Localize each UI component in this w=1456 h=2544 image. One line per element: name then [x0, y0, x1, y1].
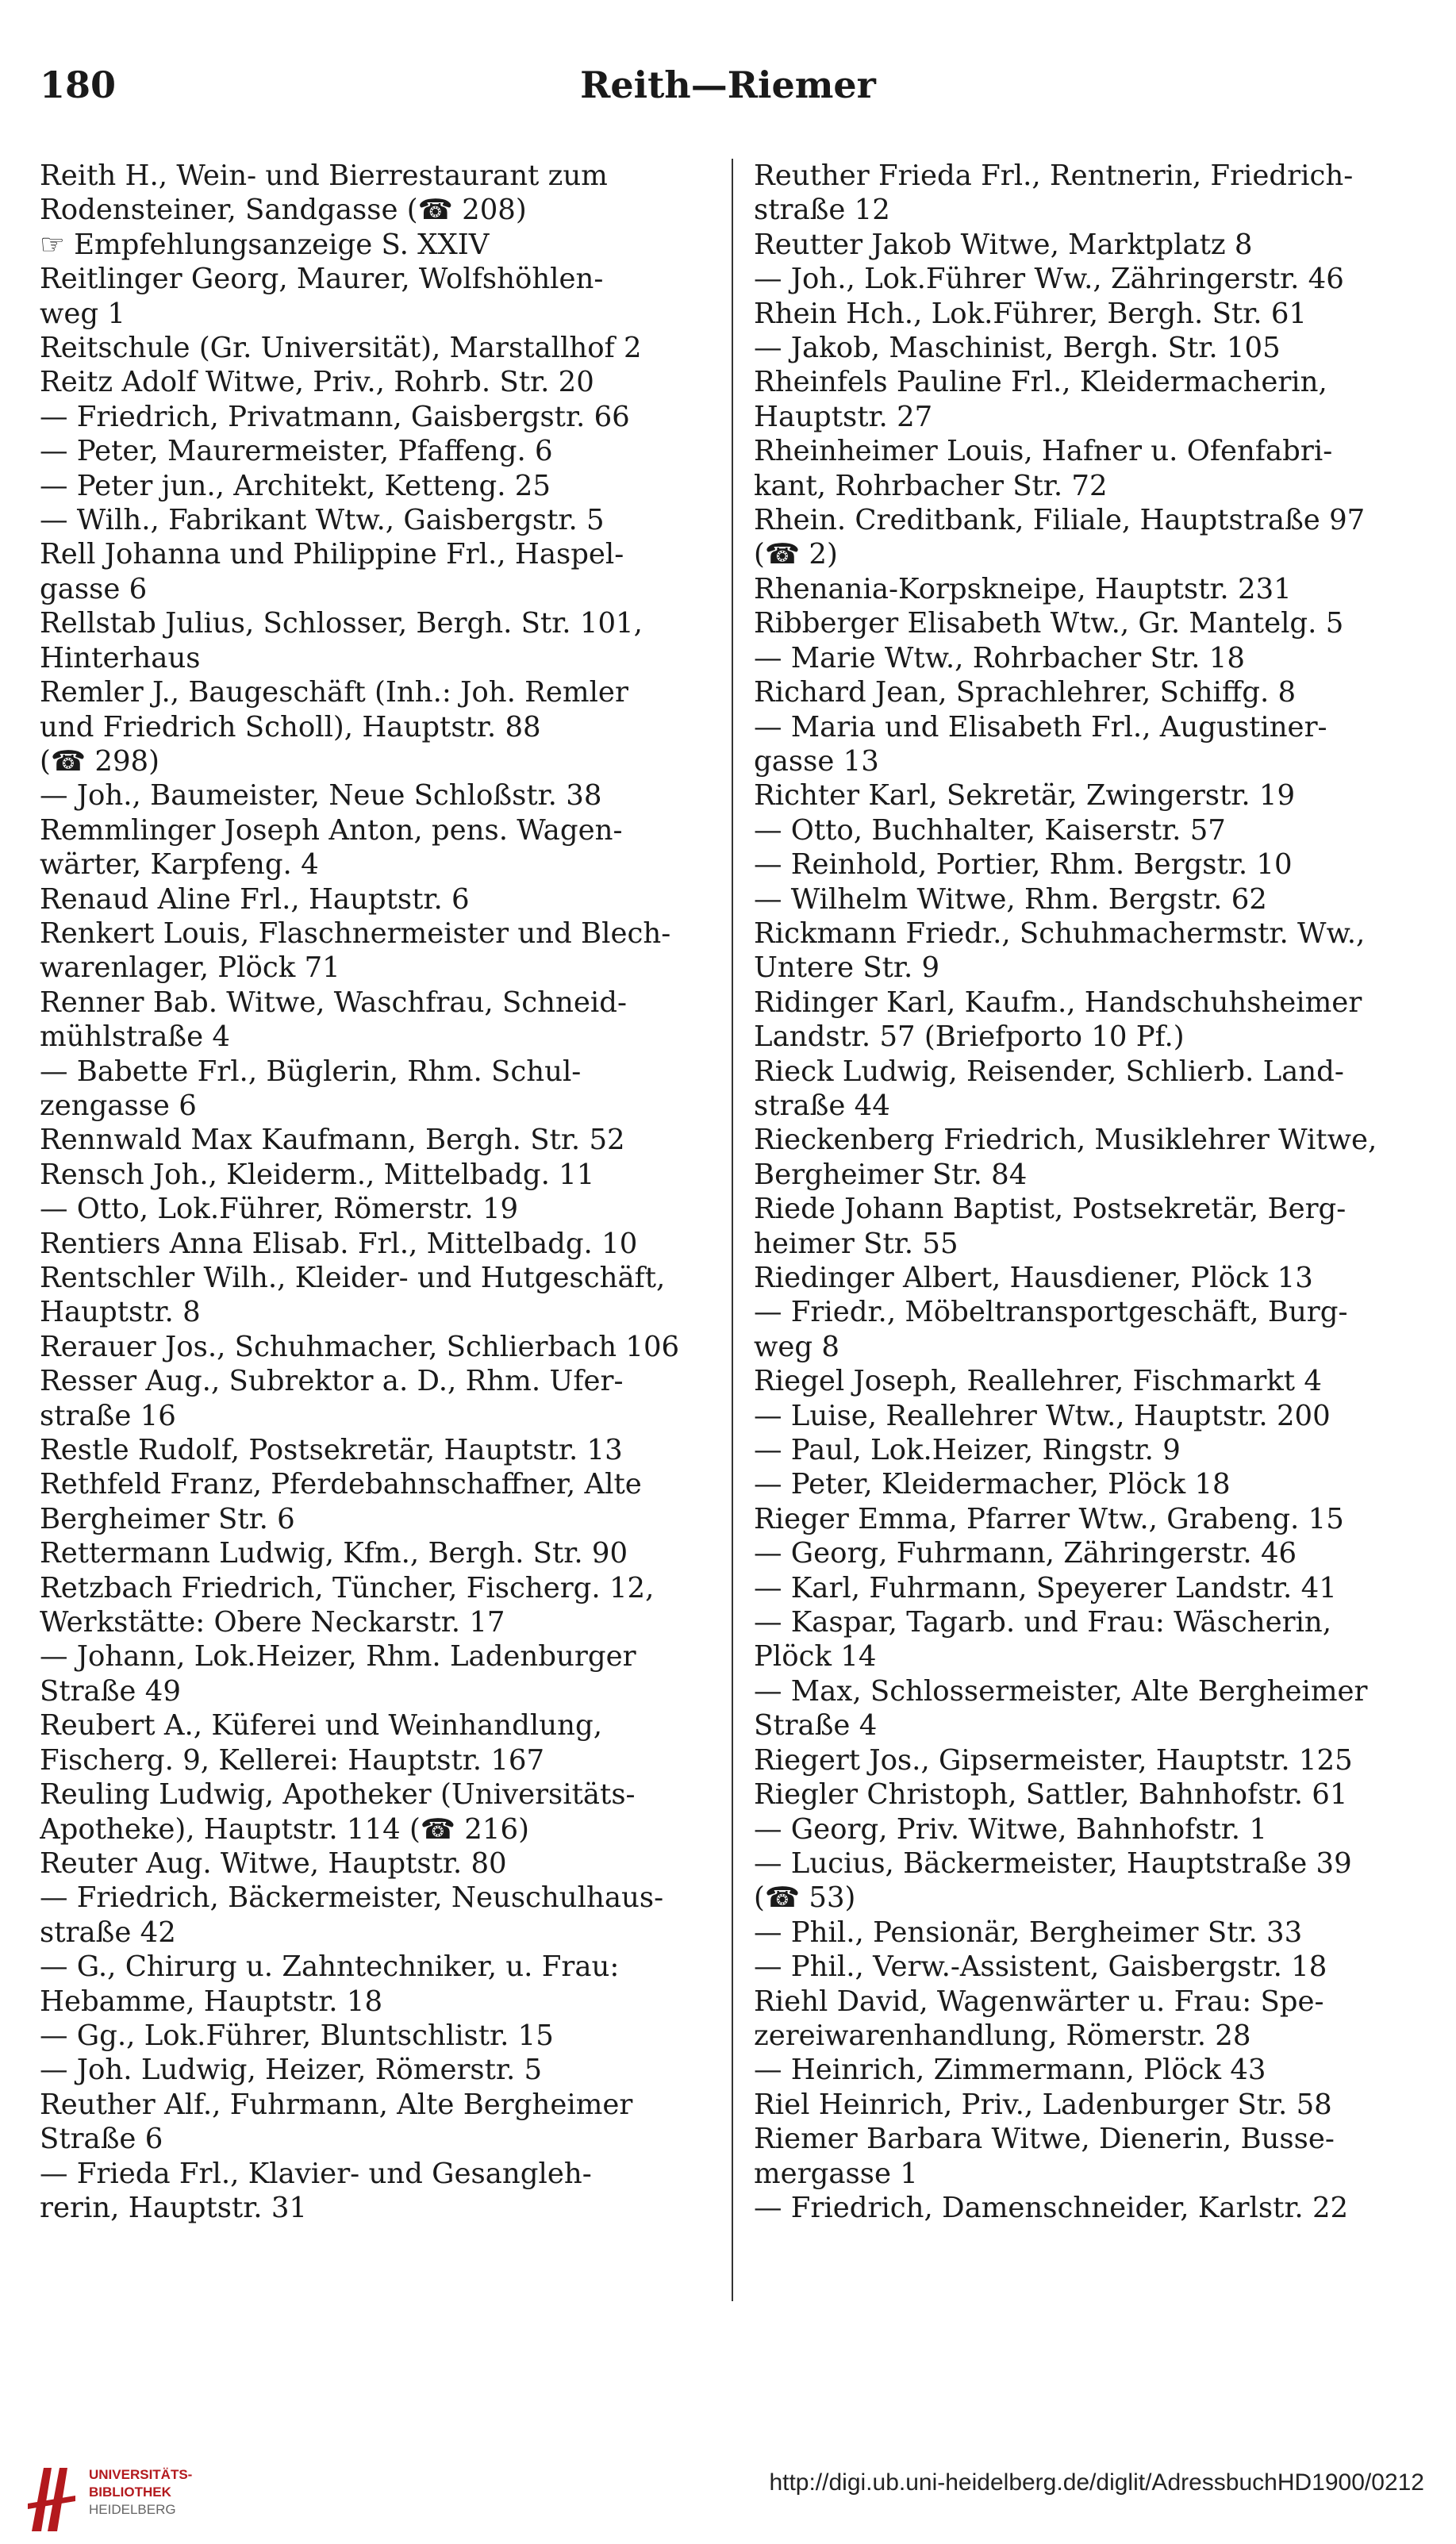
directory-entry: — Friedrich, Privatmann, Gaisbergstr. 66	[40, 400, 630, 433]
directory-entry: — Phil., Pensionär, Bergheimer Str. 33	[754, 1916, 1303, 1949]
directory-entry: Rhein. Creditbank, Filiale, Hauptstraße 97	[754, 504, 1366, 537]
directory-entry: Apotheke), Hauptstr. 114 (☎ 216)	[40, 1812, 529, 1846]
logo-line-2: BIBLIOTHEK	[89, 2484, 171, 2500]
directory-entry: Reith H., Wein- und Bierrestaurant zum	[40, 159, 608, 192]
directory-entry: Untere Str. 9	[754, 951, 940, 985]
directory-entry: Reitz Adolf Witwe, Priv., Rohrb. Str. 20	[40, 366, 594, 399]
directory-entry: Rieck Ludwig, Reisender, Schlierb. Land-	[754, 1055, 1344, 1088]
library-logo-text	[89, 2466, 192, 2519]
right-column	[754, 159, 1412, 2225]
directory-entry: ☞ Empfehlungsanzeige S. XXIV	[40, 228, 490, 261]
directory-entry: Rheinheimer Louis, Hafner u. Ofenfabri-	[754, 435, 1333, 468]
directory-entry: Reubert A., Küferei und Weinhandlung,	[40, 1709, 602, 1743]
directory-entry: Riegler Christoph, Sattler, Bahnhofstr. 61	[754, 1778, 1348, 1812]
directory-entry: Restle Rudolf, Postsekretär, Hauptstr. 13	[40, 1434, 623, 1467]
directory-entry: Hinterhaus	[40, 641, 201, 674]
directory-entry: wärter, Karpfeng. 4	[40, 848, 319, 882]
directory-entry: Straße 4	[754, 1709, 878, 1743]
directory-entry: Reitschule (Gr. Universität), Marstallhof 2	[40, 332, 642, 365]
directory-entry: — Friedrich, Bäckermeister, Neuschulhaus-	[40, 1881, 664, 1915]
directory-entry: Riedinger Albert, Hausdiener, Plöck 13	[754, 1262, 1313, 1294]
directory-entry: — Paul, Lok.Heizer, Ringstr. 9	[754, 1434, 1181, 1467]
directory-entry: Hebamme, Hauptstr. 18	[40, 1985, 383, 2018]
library-logo-icon	[24, 2460, 79, 2539]
directory-entry: Riehl David, Wagenwärter u. Frau: Spe-	[754, 1985, 1324, 2018]
directory-entry: — Friedrich, Damenschneider, Karlstr. 22	[754, 2191, 1349, 2224]
directory-entry: Riel Heinrich, Priv., Ladenburger Str. 58	[754, 2088, 1332, 2121]
directory-entry: — Maria und Elisabeth Frl., Augustiner-	[754, 710, 1327, 744]
directory-entry: weg 8	[754, 1330, 839, 1363]
directory-entry: Riegert Jos., Gipsermeister, Hauptstr. 125	[754, 1743, 1353, 1777]
directory-entry: — Peter, Maurermeister, Pfaffeng. 6	[40, 435, 553, 468]
directory-entry: — Kaspar, Tagarb. und Frau: Wäscherin,	[754, 1606, 1332, 1639]
directory-entry: Rethfeld Franz, Pferdebahnschaffner, Alte	[40, 1468, 642, 1501]
directory-entry: Rerauer Jos., Schuhmacher, Schlierbach 106	[40, 1330, 680, 1363]
column-divider	[732, 159, 733, 2301]
directory-entry: — Lucius, Bäckermeister, Hauptstraße 39	[754, 1847, 1352, 1880]
logo-line-1: UNIVERSITÄTS-	[89, 2467, 193, 2482]
directory-entry: — Joh. Ludwig, Heizer, Römerstr. 5	[40, 2054, 543, 2087]
directory-entry: mergasse 1	[754, 2157, 918, 2190]
directory-entry: Rickmann Friedr., Schuhmachermstr. Ww.,	[754, 917, 1366, 950]
directory-entry: — Joh., Lok.Führer Ww., Zähringerstr. 46	[754, 263, 1344, 296]
directory-entry: Riemer Barbara Witwe, Dienerin, Busse-	[754, 2123, 1335, 2156]
directory-entry: straße 42	[40, 1916, 176, 1949]
directory-entry: Plöck 14	[754, 1640, 877, 1674]
page-header	[40, 63, 1416, 119]
directory-entry: gasse 13	[754, 744, 879, 778]
directory-entry: zengasse 6	[40, 1089, 197, 1122]
directory-entry: straße 16	[40, 1399, 176, 1432]
footer	[0, 2428, 1456, 2544]
directory-entry: — Phil., Verw.-Assistent, Gaisbergstr. 18	[754, 1950, 1327, 1984]
source-url-link[interactable]: http://digi.ub.uni-heidelberg.de/diglit/AdressbuchHD1900/0212	[769, 2469, 1424, 2496]
directory-entry: Ribberger Elisabeth Wtw., Gr. Mantelg. 5	[754, 607, 1344, 640]
directory-entry: — Gg., Lok.Führer, Bluntschlistr. 15	[40, 2019, 554, 2052]
directory-entry: Rhenania-Korpskneipe, Hauptstr. 231	[754, 572, 1292, 605]
directory-entry: Rellstab Julius, Schlosser, Bergh. Str. 101,	[40, 607, 643, 640]
directory-entry: Rentschler Wilh., Kleider- und Hutgeschäft,	[40, 1262, 666, 1294]
directory-entry: heimer Str. 55	[754, 1227, 959, 1260]
directory-entry: Richard Jean, Sprachlehrer, Schiffg. 8	[754, 676, 1297, 709]
directory-entry: Reuling Ludwig, Apotheker (Universitäts-	[40, 1778, 636, 1812]
directory-entry: Fischerg. 9, Kellerei: Hauptstr. 167	[40, 1743, 545, 1777]
directory-entry: Reitlinger Georg, Maurer, Wolfshöhlen-	[40, 263, 604, 296]
directory-entry: gasse 6	[40, 572, 148, 605]
directory-entry: — Jakob, Maschinist, Bergh. Str. 105	[754, 332, 1281, 365]
logo-line-3: HEIDELBERG	[89, 2502, 176, 2517]
directory-entry: — Johann, Lok.Heizer, Rhm. Ladenburger	[40, 1640, 636, 1674]
directory-entry: Rieger Emma, Pfarrer Wtw., Grabeng. 15	[754, 1502, 1344, 1535]
directory-entry: Reuther Alf., Fuhrmann, Alte Bergheimer	[40, 2088, 633, 2121]
directory-entry: warenlager, Plöck 71	[40, 951, 340, 985]
directory-entry: — Heinrich, Zimmermann, Plöck 43	[754, 2054, 1266, 2087]
directory-entry: (☎ 298)	[40, 744, 159, 778]
directory-entry: straße 44	[754, 1089, 890, 1122]
directory-entry: Landstr. 57 (Briefporto 10 Pf.)	[754, 1020, 1185, 1054]
directory-entry: Werkstätte: Obere Neckarstr. 17	[40, 1606, 505, 1639]
directory-entry: — Babette Frl., Büglerin, Rhm. Schul-	[40, 1055, 582, 1088]
directory-entry: Straße 6	[40, 2123, 163, 2156]
directory-entry: Remler J., Baugeschäft (Inh.: Joh. Remler	[40, 676, 628, 709]
directory-entry: Resser Aug., Subrektor a. D., Rhm. Ufer-	[40, 1365, 624, 1398]
directory-entry: Straße 49	[40, 1674, 181, 1708]
page-number: 180	[40, 63, 117, 106]
directory-columns	[40, 159, 1416, 2349]
directory-entry: — Georg, Fuhrmann, Zähringerstr. 46	[754, 1537, 1297, 1570]
directory-entry: — Reinhold, Portier, Rhm. Bergstr. 10	[754, 848, 1293, 882]
directory-entry: Hauptstr. 27	[754, 400, 933, 433]
directory-entry: — Marie Wtw., Rohrbacher Str. 18	[754, 641, 1245, 674]
directory-entry: Retzbach Friedrich, Tüncher, Fischerg. 12,	[40, 1571, 655, 1604]
directory-entry: zereiwarenhandlung, Römerstr. 28	[754, 2019, 1251, 2052]
directory-entry: weg 1	[40, 297, 125, 330]
directory-entry: Reutter Jakob Witwe, Marktplatz 8	[754, 228, 1253, 261]
directory-entry: kant, Rohrbacher Str. 72	[754, 469, 1108, 502]
directory-entry: — Luise, Reallehrer Wtw., Hauptstr. 200	[754, 1399, 1331, 1432]
directory-entry: Reuter Aug. Witwe, Hauptstr. 80	[40, 1847, 507, 1880]
directory-entry: Remmlinger Joseph Anton, pens. Wagen-	[40, 813, 623, 847]
directory-entry: Riegel Joseph, Reallehrer, Fischmarkt 4	[754, 1365, 1322, 1398]
directory-entry: Renaud Aline Frl., Hauptstr. 6	[40, 882, 470, 916]
directory-entry: Rodensteiner, Sandgasse (☎ 208)	[40, 194, 527, 227]
directory-entry: Bergheimer Str. 84	[754, 1158, 1028, 1191]
directory-entry: — Friedr., Möbeltransportgeschäft, Burg-	[754, 1296, 1348, 1329]
directory-entry: — Joh., Baumeister, Neue Schloßstr. 38	[40, 779, 602, 813]
directory-entry: — Wilh., Fabrikant Wtw., Gaisbergstr. 5	[40, 504, 605, 537]
directory-entry: — Frieda Frl., Klavier- und Gesangleh-	[40, 2157, 592, 2190]
directory-entry: Reuther Frieda Frl., Rentnerin, Friedrich-	[754, 159, 1354, 192]
library-logo[interactable]	[24, 2460, 262, 2539]
directory-entry: Rennwald Max Kaufmann, Bergh. Str. 52	[40, 1124, 625, 1157]
directory-entry: straße 12	[754, 194, 890, 227]
directory-entry: (☎ 53)	[754, 1881, 856, 1915]
directory-entry: — Otto, Buchhalter, Kaiserstr. 57	[754, 813, 1226, 847]
directory-entry: Renkert Louis, Flaschnermeister und Blech-	[40, 917, 671, 950]
left-column	[40, 159, 698, 2225]
directory-entry: Rell Johanna und Philippine Frl., Haspel-	[40, 538, 624, 571]
directory-entry: Rentiers Anna Elisab. Frl., Mittelbadg. 10	[40, 1227, 638, 1260]
directory-entry: Renner Bab. Witwe, Waschfrau, Schneid-	[40, 986, 627, 1019]
directory-entry: mühlstraße 4	[40, 1020, 230, 1054]
directory-entry: rerin, Hauptstr. 31	[40, 2191, 308, 2224]
directory-entry: — G., Chirurg u. Zahntechniker, u. Frau:	[40, 1950, 620, 1984]
directory-entry: (☎ 2)	[754, 538, 838, 571]
directory-entry: Bergheimer Str. 6	[40, 1502, 295, 1535]
directory-entry: — Peter, Kleidermacher, Plöck 18	[754, 1468, 1231, 1501]
directory-entry: — Wilhelm Witwe, Rhm. Bergstr. 62	[754, 882, 1267, 916]
directory-entry: — Georg, Priv. Witwe, Bahnhofstr. 1	[754, 1812, 1267, 1846]
running-head: Reith—Riemer	[580, 63, 876, 106]
directory-entry: Ridinger Karl, Kaufm., Handschuhsheimer	[754, 986, 1362, 1019]
directory-entry: und Friedrich Scholl), Hauptstr. 88	[40, 710, 541, 744]
directory-entry: Hauptstr. 8	[40, 1296, 201, 1329]
directory-entry: — Otto, Lok.Führer, Römerstr. 19	[40, 1193, 519, 1226]
directory-entry: — Karl, Fuhrmann, Speyerer Landstr. 41	[754, 1571, 1337, 1604]
directory-entry: Rettermann Ludwig, Kfm., Bergh. Str. 90	[40, 1537, 628, 1570]
directory-entry: Richter Karl, Sekretär, Zwingerstr. 19	[754, 779, 1296, 813]
directory-entry: Rensch Joh., Kleiderm., Mittelbadg. 11	[40, 1158, 595, 1191]
directory-entry: Rhein Hch., Lok.Führer, Bergh. Str. 61	[754, 297, 1307, 330]
directory-entry: — Max, Schlossermeister, Alte Bergheimer	[754, 1674, 1368, 1708]
directory-entry: — Peter jun., Architekt, Ketteng. 25	[40, 469, 551, 502]
directory-entry: Rieckenberg Friedrich, Musiklehrer Witwe,	[754, 1124, 1377, 1157]
directory-entry: Riede Johann Baptist, Postsekretär, Berg-	[754, 1193, 1347, 1226]
directory-entry: Rheinfels Pauline Frl., Kleidermacherin,	[754, 366, 1327, 399]
